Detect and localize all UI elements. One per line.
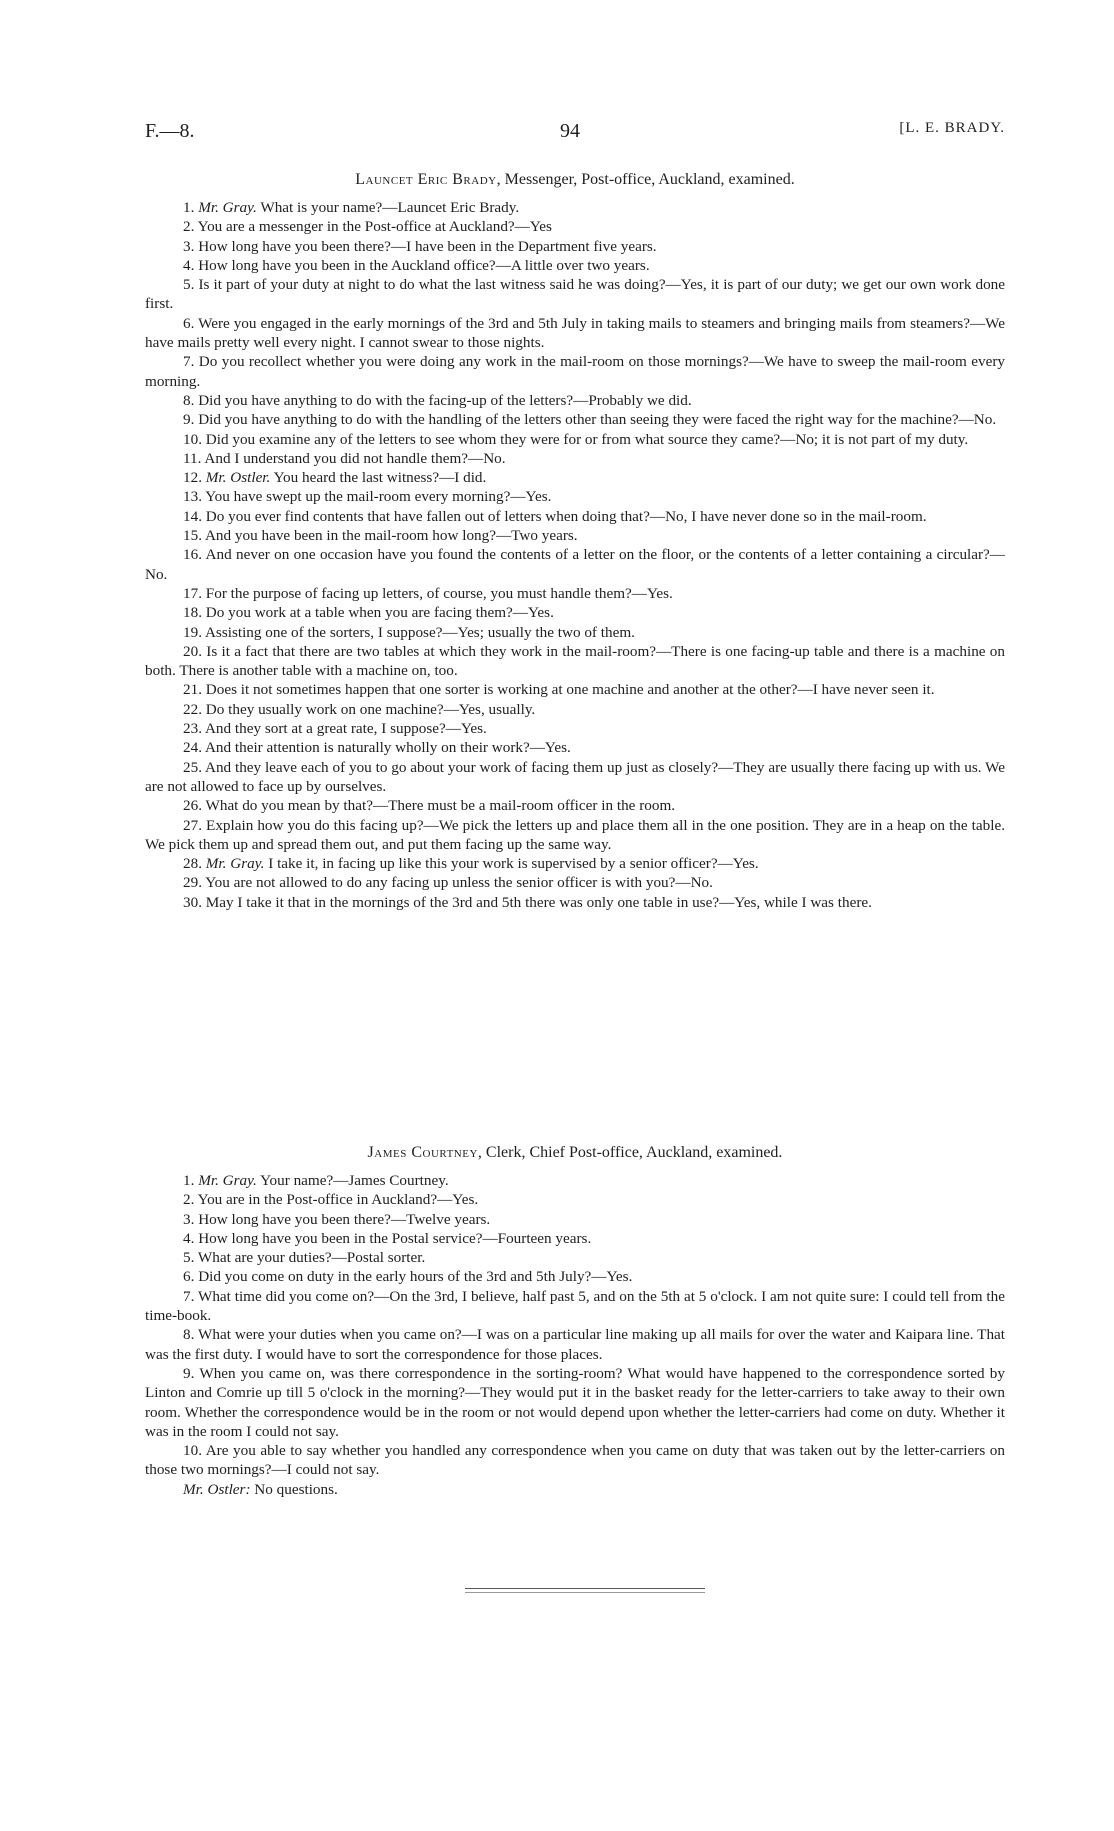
qa-item (145, 623, 1005, 642)
witness-section-courtney (145, 1143, 1005, 1499)
item-text: Did you examine any of the letters to see whom they were for or from what source they came?—No; it is not part of my duty. (205, 430, 969, 448)
end-rule (465, 1592, 705, 1593)
qa-item (145, 816, 1005, 855)
item-text: What are your duties?—Postal sorter. (197, 1249, 426, 1267)
item-text: You heard the last witness?—I did. (273, 469, 487, 487)
qa-item (145, 1267, 1005, 1286)
end-rule (465, 1588, 705, 1589)
speaker: Mr. Gray. (205, 855, 265, 873)
item-number: 28. (183, 855, 202, 873)
item-number: 20. (183, 642, 202, 660)
qa-item (145, 680, 1005, 699)
item-number: 12. (183, 469, 202, 487)
section-heading (145, 170, 1005, 190)
item-number: 9. (183, 411, 195, 429)
item-number: 19. (183, 623, 202, 641)
item-text: How long have you been in the Auckland office?—A little over two years. (198, 256, 650, 274)
item-number: 17. (183, 584, 202, 602)
item-number: 10. (183, 1442, 202, 1460)
item-text: And they leave each of you to go about your work of facing them up just as closely?—They are usually there facing up with us. We are not allowed to face up by ourselves. (145, 758, 1005, 795)
item-number: 25. (183, 758, 202, 776)
item-number: 1. (183, 199, 195, 216)
item-text: You are a messenger in the Post-office at Auckland?—Yes (197, 218, 552, 236)
speaker: Mr. Gray. (198, 199, 257, 216)
witness-name: Launcet Eric Brady (355, 171, 497, 188)
item-number: 21. (183, 681, 202, 699)
item-text: Were you engaged in the early mornings of the 3rd and 5th July in taking mails to steamers and bringing mails from steamers?—We have mails pretty well every night. I cannot swear to those nights. (145, 314, 1005, 352)
qa-item (145, 545, 1005, 584)
speaker: Mr. Gray. (198, 1172, 257, 1189)
witness-name: James Courtney (367, 1144, 478, 1161)
item-text: For the purpose of facing up letters, of course, you must handle them?—Yes. (205, 584, 673, 602)
item-number: 5. (183, 276, 195, 294)
item-text: Did you come on duty in the early hours of the 3rd and 5th July?—Yes. (198, 1268, 633, 1286)
item-number: 7. (183, 353, 195, 371)
item-text: May I take it that in the mornings of the 3rd and 5th there was only one table in use?—Yes, while I was there. (205, 893, 872, 911)
item-text: Do you ever find contents that have fallen out of letters when doing that?—No, I have never done so in the mail-room. (205, 507, 927, 525)
witness-description: , Messenger, Post-office, Auckland, examined. (496, 171, 795, 188)
qa-item (145, 352, 1005, 391)
qa-item (145, 487, 1005, 506)
qa-item (145, 410, 1005, 429)
item-text: Does it not sometimes happen that one sorter is working at one machine and another at the other?—I have never seen it. (205, 681, 935, 699)
qa-item (145, 1441, 1005, 1480)
qa-item (145, 700, 1005, 719)
qa-item (145, 198, 1005, 217)
item-number: 8. (183, 1326, 195, 1344)
item-text: And I understand you did not handle them?—No. (204, 449, 506, 467)
item-text: Is it a fact that there are two tables at which they work in the mail-room?—There is one facing-up table and there is a machine on both. There is another table with a machine on, too. (145, 642, 1005, 680)
qa-item (145, 1287, 1005, 1326)
item-number: 10. (183, 430, 202, 448)
qa-item (145, 873, 1005, 892)
qa-item (145, 256, 1005, 275)
item-text: Do you recollect whether you were doing any work in the mail-room on those mornings?—We have to sweep the mail-room every morning. (145, 353, 1005, 390)
item-number: 4. (183, 256, 195, 274)
item-text: When you came on, was there correspondence in the sorting-room? What would have happened to the correspondence sorted by Linton and Comrie up till 5 o'clock in the morning?—They would put it in the basket ready for the letter-carriers to take away to their own room. Whether the correspondence would be in the room or not would depend upon whether the letter-carriers had come on duty. Whether it was in the room I could not say. (145, 1364, 1005, 1440)
qa-item (145, 237, 1005, 256)
qa-item (145, 526, 1005, 545)
item-number: 30. (183, 893, 202, 911)
item-text: What were your duties when you came on?—I was on a particular line making up all mails for over the water and Kaipara line. That was the first duty. I would have to sort the correspondence for those places. (145, 1326, 1005, 1363)
item-number: 2. (183, 1191, 195, 1209)
qa-item (145, 449, 1005, 468)
qa-item (145, 758, 1005, 797)
paper-reference: F.—8. (145, 120, 195, 142)
item-text: You have swept up the mail-room every morning?—Yes. (205, 488, 552, 506)
speaker: Mr. Ostler: (183, 1480, 251, 1498)
item-text: How long have you been in the Postal service?—Fourteen years. (198, 1229, 592, 1247)
qa-item (145, 584, 1005, 603)
qa-item (145, 719, 1005, 738)
witness-section-brady (145, 170, 1005, 912)
qa-item (145, 603, 1005, 622)
item-number: 29. (183, 874, 202, 892)
item-number: 26. (183, 797, 202, 815)
closing-remark (145, 1480, 1005, 1499)
item-text: You are not allowed to do any facing up unless the senior officer is with you?—No. (205, 874, 713, 892)
item-text: Your name?—James Courtney. (260, 1172, 449, 1189)
qa-item (145, 642, 1005, 681)
item-text: What is your name?—Launcet Eric Brady. (260, 199, 520, 216)
question-list (145, 198, 1005, 912)
item-text: Assisting one of the sorters, I suppose?—Yes; usually the two of them. (204, 623, 635, 641)
item-number: 22. (183, 700, 202, 718)
item-text: Is it part of your duty at night to do what the last witness said he was doing?—Yes, it is part of our duty; we get our own work done first. (145, 276, 1005, 313)
item-number: 15. (183, 527, 202, 545)
qa-item (145, 1364, 1005, 1441)
item-number: 13. (183, 488, 202, 506)
qa-item (145, 1210, 1005, 1229)
item-text: Did you have anything to do with the handling of the letters other than seeing they were faced the right way for the machine?—No. (198, 411, 997, 429)
qa-item (145, 854, 1005, 873)
item-number: 2. (183, 218, 195, 236)
item-text: How long have you been there?—Twelve years. (198, 1210, 491, 1228)
item-text: You are in the Post-office in Auckland?—Yes. (197, 1191, 479, 1209)
qa-item (145, 1190, 1005, 1209)
item-number: 18. (183, 604, 202, 622)
item-number: 27. (183, 816, 202, 834)
qa-item (145, 430, 1005, 449)
item-text: How long have you been there?—I have been in the Department five years. (198, 237, 657, 255)
item-text: Are you able to say whether you handled any correspondence when you came on duty that was taken out by the letter-carriers on those two mornings?—I could not say. (145, 1442, 1005, 1479)
item-number: 1. (183, 1172, 195, 1189)
qa-item (145, 507, 1005, 526)
item-number: 16. (183, 546, 202, 564)
qa-item (145, 391, 1005, 410)
qa-item (145, 314, 1005, 353)
item-text: Explain how you do this facing up?—We pick the letters up and place them all in the one position. They are in a heap on the table. We pick them up and spread them out, and put them facing up the same way. (145, 816, 1005, 853)
item-text: And never on one occasion have you found the contents of a letter on the floor, or the contents of a letter containing a circular?—No. (145, 546, 1005, 583)
item-text: I take it, in facing up like this your work is supervised by a senior officer?—Yes. (268, 855, 759, 873)
speaker: Mr. Ostler. (205, 469, 271, 487)
item-number: 3. (183, 1210, 195, 1228)
qa-item (145, 217, 1005, 236)
item-text: And you have been in the mail-room how long?—Two years. (204, 527, 578, 545)
question-list (145, 1171, 1005, 1480)
item-number: 7. (183, 1287, 195, 1305)
qa-item (145, 1248, 1005, 1267)
item-number: 24. (183, 739, 202, 757)
witness-description: , Clerk, Chief Post-office, Auckland, examined. (477, 1144, 783, 1161)
item-text: Did you have anything to do with the facing-up of the letters?—Probably we did. (198, 391, 692, 409)
witness-tag: [L. E. BRADY. (899, 120, 1005, 136)
item-number: 6. (183, 314, 195, 332)
item-number: 11. (183, 449, 202, 467)
qa-item (145, 275, 1005, 314)
item-number: 5. (183, 1249, 195, 1267)
item-text: Do you work at a table when you are facing them?—Yes. (205, 604, 554, 622)
qa-item (145, 1229, 1005, 1248)
qa-item (145, 796, 1005, 815)
page-number: 94 (560, 120, 580, 142)
item-number: 23. (183, 720, 202, 738)
item-text: And their attention is naturally wholly on their work?—Yes. (204, 739, 571, 757)
qa-item (145, 468, 1005, 487)
item-number: 8. (183, 391, 195, 409)
item-text: What do you mean by that?—There must be a mail-room officer in the room. (205, 797, 676, 815)
section-heading (145, 1143, 1005, 1163)
item-text: What time did you come on?—On the 3rd, I believe, half past 5, and on the 5th at 5 o'clock. I am not quite sure: I could tell from the time-book. (145, 1287, 1005, 1325)
item-number: 3. (183, 237, 195, 255)
qa-item (145, 893, 1005, 912)
qa-item (145, 1325, 1005, 1364)
remark-text: No questions. (254, 1480, 338, 1498)
qa-item (145, 738, 1005, 757)
item-number: 4. (183, 1229, 195, 1247)
qa-item (145, 1171, 1005, 1190)
item-number: 9. (183, 1364, 195, 1382)
running-head (145, 120, 1005, 150)
item-number: 14. (183, 507, 202, 525)
item-number: 6. (183, 1268, 195, 1286)
item-text: Do they usually work on one machine?—Yes, usually. (205, 700, 536, 718)
item-text: And they sort at a great rate, I suppose?—Yes. (204, 720, 487, 738)
